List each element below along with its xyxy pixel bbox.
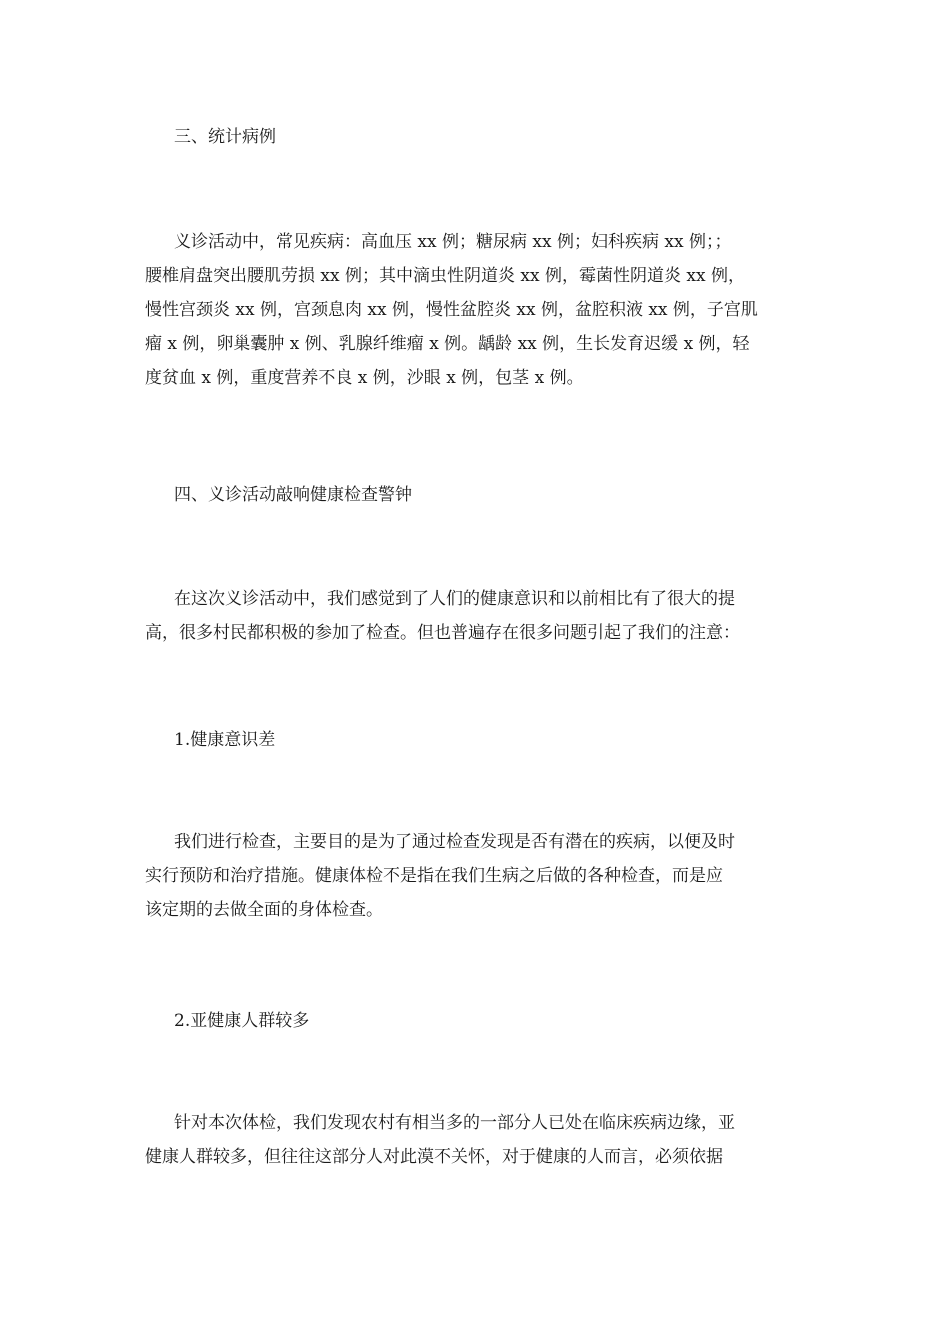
paragraph-line: 在这次义诊活动中，我们感觉到了人们的健康意识和以前相比有了很大的提: [174, 589, 735, 609]
paragraph-line: 该定期的去做全面的身体检查。: [145, 900, 383, 920]
section-3-paragraph: [145, 225, 810, 395]
paragraph-line: 慢性宫颈炎 xx 例，宫颈息肉 xx 例，慢性盆腔炎 xx 例，盆腔积液 xx 例，子宫肌: [145, 300, 758, 320]
item-2-paragraph: [145, 1106, 810, 1174]
item-1-paragraph: [145, 825, 810, 927]
paragraph-line: 实行预防和治疗措施。健康体检不是指在我们生病之后做的各种检查，而是应: [145, 866, 723, 886]
item-1-heading: 1.健康意识差: [174, 730, 276, 750]
paragraph-line: 我们进行检查，主要目的是为了通过检查发现是否有潜在的疾病，以便及时: [174, 832, 735, 852]
item-2-heading: 2.亚健康人群较多: [174, 1011, 310, 1031]
paragraph-line: 度贫血 x 例，重度营养不良 x 例，沙眼 x 例，包茎 x 例。: [145, 368, 584, 388]
paragraph-line: 腰椎肩盘突出腰肌劳损 xx 例；其中滴虫性阴道炎 xx 例，霉菌性阴道炎 xx 例，: [145, 266, 745, 286]
paragraph-line: 健康人群较多，但往往这部分人对此漠不关怀，对于健康的人而言，必须依据: [145, 1147, 723, 1167]
section-3-heading: 三、统计病例: [174, 127, 276, 147]
paragraph-line: 高，很多村民都积极的参加了检查。但也普遍存在很多问题引起了我们的注意：: [145, 623, 740, 643]
section-4-heading: 四、义诊活动敲响健康检查警钟: [174, 485, 412, 505]
paragraph-line: 瘤 x 例，卵巢囊肿 x 例、乳腺纤维瘤 x 例。龋龄 xx 例，生长发育迟缓 x 例，轻: [145, 334, 750, 354]
paragraph-line: 义诊活动中，常见疾病：高血压 xx 例；糖尿病 xx 例；妇科疾病 xx 例；；: [174, 232, 732, 252]
paragraph-line: 针对本次体检，我们发现农村有相当多的一部分人已处在临床疾病边缘，亚: [174, 1113, 735, 1133]
section-4-paragraph: [145, 582, 810, 650]
